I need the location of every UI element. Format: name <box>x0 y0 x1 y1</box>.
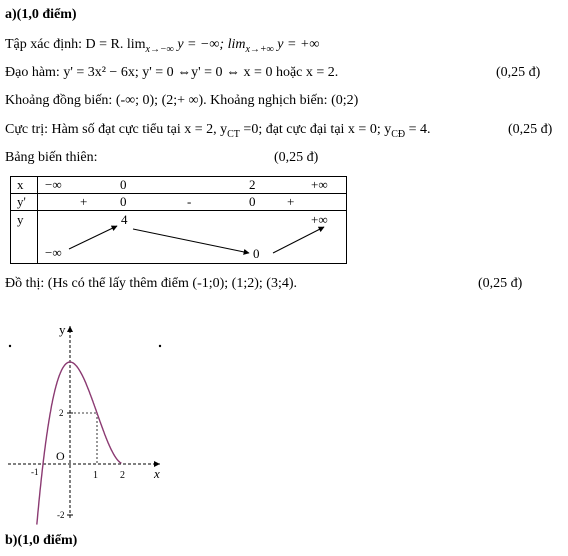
tick-label-x1: 1 <box>93 470 98 481</box>
derivative-zero-1: 0 <box>120 194 127 209</box>
tick-label-x2: 2 <box>120 470 125 481</box>
x-value-0: 0 <box>120 177 127 192</box>
x-value-neg-inf: −∞ <box>45 177 62 192</box>
x-value-2: 2 <box>249 177 256 192</box>
decrease-arrow <box>133 229 249 253</box>
derivative-sign-3: + <box>287 194 295 209</box>
x-axis-label: x <box>154 466 160 481</box>
variation-table <box>10 176 347 264</box>
derivative-zero-2: 0 <box>249 194 256 209</box>
y-value-max: 4 <box>121 212 128 227</box>
extrema-score: (0,25 đ) <box>508 122 553 137</box>
graph-score: (0,25 đ) <box>478 276 523 291</box>
table-score: (0,25 đ) <box>274 150 319 165</box>
domain-limits-line <box>5 36 319 59</box>
tick-label-y2: 2 <box>59 408 64 418</box>
row-x-label: x <box>17 177 24 192</box>
variation-table-title: Bảng biến thiên: <box>5 150 98 165</box>
limit-2-subscript: x→+∞ <box>245 43 274 55</box>
y-value-min: 0 <box>253 246 260 261</box>
stray-dot-right <box>159 345 161 347</box>
increase-arrow-1 <box>69 226 117 249</box>
limit-1-rest: y = −∞; lim <box>177 37 246 52</box>
tick-label-x-neg1: -1 <box>31 467 39 477</box>
extrema-subscript-cd: CĐ <box>391 128 406 140</box>
extrema-text-a: Cực trị: Hàm số đạt cực tiểu tại x = 2, y <box>5 122 228 137</box>
y-value-end: +∞ <box>311 212 328 227</box>
monotonic-line: Khoảng đồng biến: (-∞; 0); (2;+ ∞). Khoảng nghịch biến: (0;2) <box>5 93 359 108</box>
graph-description-line: Đồ thị: (Hs có thể lấy thêm điểm (-1;0); (1;2); (3;4). <box>5 276 297 291</box>
limit-1-subscript: x→−∞ <box>145 43 174 55</box>
increase-arrow-2 <box>273 227 324 253</box>
row-y-label: y <box>17 212 24 227</box>
y-value-start: −∞ <box>45 245 62 260</box>
variation-arrows <box>11 177 346 263</box>
derivative-sign-2: - <box>187 194 192 209</box>
derivative-line: Đạo hàm: y' = 3x² − 6x; y' = 0 ⇔y' = 0 ⇔ x = 0 hoặc x = 2. <box>5 65 339 80</box>
x-value-pos-inf: +∞ <box>311 177 328 192</box>
function-graph <box>0 318 175 528</box>
stray-dot-left <box>9 345 11 347</box>
y-axis-arrow-icon <box>67 326 73 332</box>
limit-2-rest: y = +∞ <box>277 37 320 52</box>
part-a-heading: a)(1,0 điểm) <box>5 7 77 22</box>
extrema-text-b: =0; đạt cực đại tại x = 0; y <box>239 122 392 137</box>
domain-text: Tập xác định: D = R. lim <box>5 37 146 52</box>
extrema-text-c: = 4. <box>405 122 431 137</box>
part-b-heading: b)(1,0 điểm) <box>5 533 78 548</box>
row-derivative-label: y' <box>17 194 26 209</box>
extrema-line <box>5 121 431 144</box>
origin-label: O <box>56 449 65 463</box>
cubic-curve <box>37 362 122 525</box>
tick-label-yneg2: -2 <box>57 510 65 520</box>
derivative-score: (0,25 đ) <box>496 65 541 80</box>
derivative-sign-1: + <box>80 194 88 209</box>
y-axis-label: y <box>59 322 66 337</box>
extrema-subscript-ct: CT <box>227 128 240 140</box>
